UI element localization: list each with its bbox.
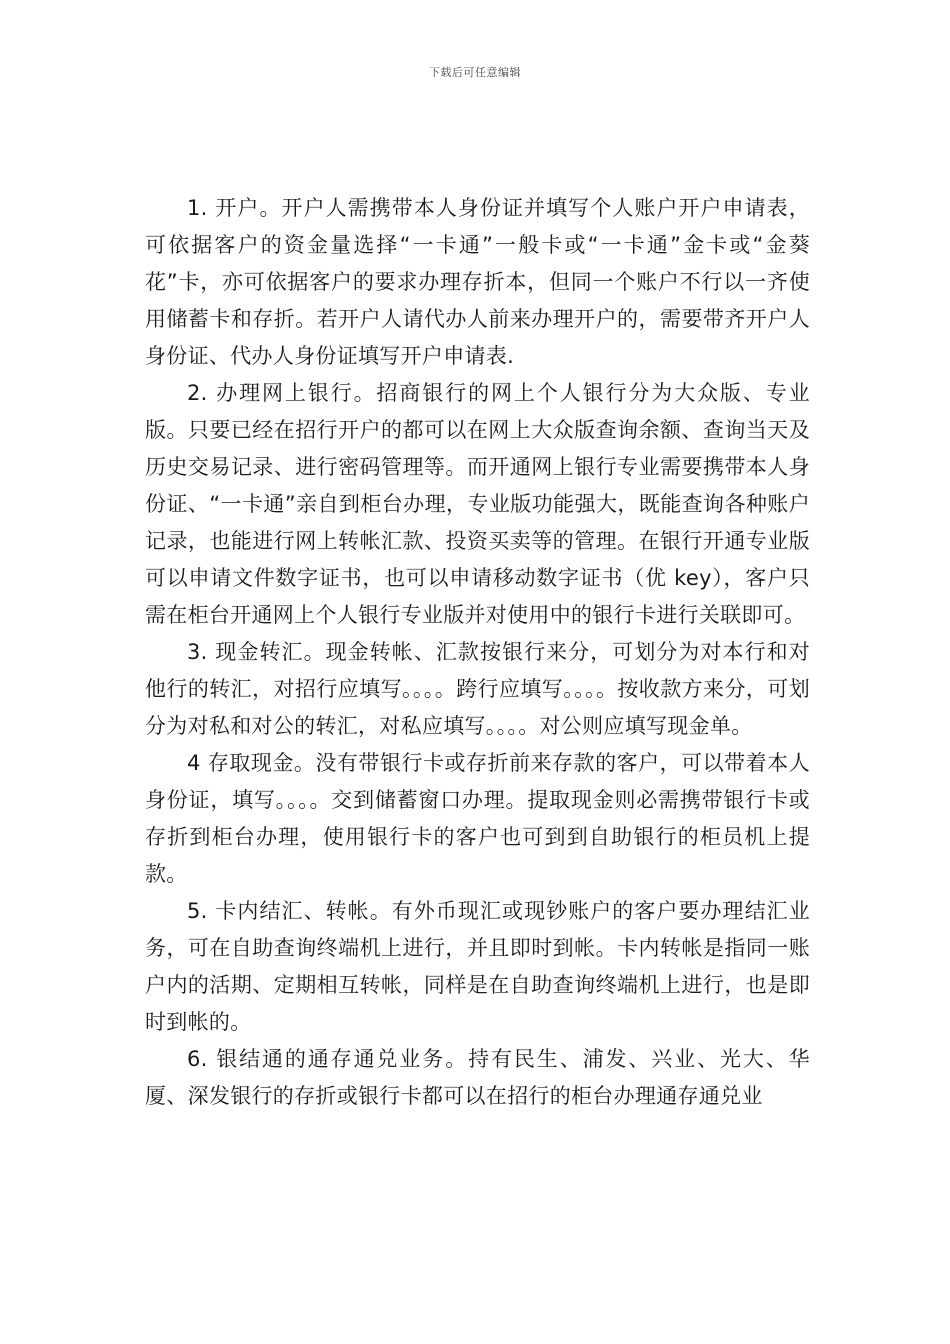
paragraph-online-banking: 2. 办理网上银行。招商银行的网上个人银行分为大众版、专业版。只要已经在招行开户的都可以在网上大众版查询余额、查询当天及历史交易记录、进行密码管理等。而开通网上银行专业需要携带本人身份证、“一卡通”亲自到柜台办理，专业版功能强大，既能查询各种账户记录，也能进行网上转帐汇款、投资买卖等的管理。在银行开通专业版可以申请文件数字证书，也可以申请移动数字证书（优 key），客户只需在柜台开通网上个人银行专业版并对使用中的银行卡进行关联即可。 — [145, 381, 810, 627]
paragraph-cash-transfer: 3. 现金转汇。现金转帐、汇款按银行来分，可划分为对本行和对他行的转汇，对招行应填写。。。。跨行应填写。。。。按收款方来分，可划分为对私和对公的转汇，对私应填写。。。。对公则应填写现金单。 — [145, 640, 810, 738]
document-body — [145, 190, 810, 1115]
paragraph-interbank-service: 6. 银结通的通存通兑业务。持有民生、浦发、兴业、光大、华厦、深发银行的存折或银行卡都可以在招行的柜台办理通存通兑业 — [145, 1047, 810, 1108]
paragraph-cash-deposit-withdrawal: 4 存取现金。没有带银行卡或存折前来存款的客户，可以带着本人身份证，填写。。。。交到储蓄窗口办理。提取现金则必需携带银行卡或存折到柜台办理，使用银行卡的客户也可到到自助银行的柜员机上提款。 — [145, 751, 810, 886]
page-header: 下载后可任意编辑 — [429, 66, 521, 79]
paragraph-card-exchange-transfer: 5. 卡内结汇、转帐。有外币现汇或现钞账户的客户要办理结汇业务，可在自助查询终端机上进行，并且即时到帐。卡内转帐是指同一账户内的活期、定期相互转帐，同样是在自助查询终端机上进行，也是即时到帐的。 — [145, 899, 810, 1034]
paragraph-opening-account: 1. 开户。开户人需携带本人身份证并填写个人账户开户申请表，可依据客户的资金量选择“一卡通”一般卡或“一卡通”金卡或“金葵花”卡，亦可依据客户的要求办理存折本，但同一个账户不行以一齐使用储蓄卡和存折。若开户人请代办人前来办理开户的，需要带齐开户人身份证、代办人身份证填写开户申请表. — [145, 196, 810, 368]
